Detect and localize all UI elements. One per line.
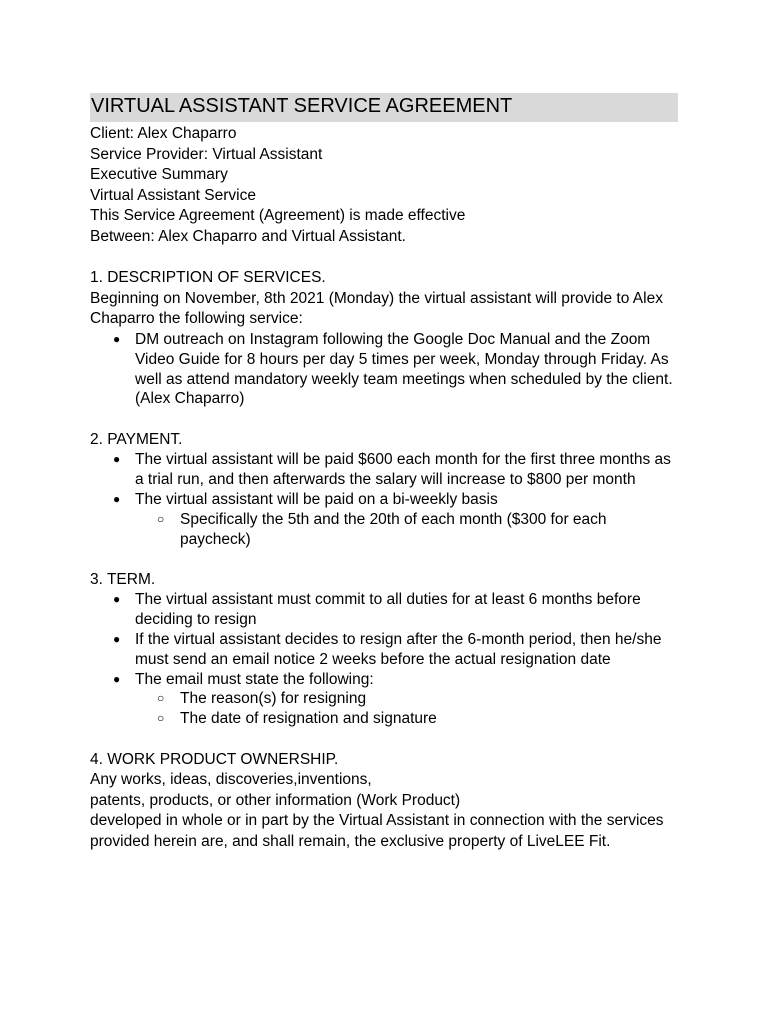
spacer: [90, 729, 678, 750]
section-4-line: Any works, ideas, discoveries,inventions,: [90, 771, 372, 789]
client-line: Client: Alex Chaparro: [90, 125, 237, 142]
section-2-heading: 2. PAYMENT.: [90, 430, 183, 448]
section-3-heading: 3. TERM.: [90, 570, 156, 588]
sub-bullet-icon: ○: [157, 711, 165, 726]
spacer: [90, 248, 678, 269]
list-item: [113, 330, 678, 409]
list-item-text: The virtual assistant will be paid $600 each month for the first three months as a trial run, and then afterwards the salary will increase to $800 per month: [135, 451, 671, 489]
sub-list-item-text: The date of resignation and signature: [180, 710, 437, 728]
between-line: Between: Alex Chaparro and Virtual Assistant.: [90, 227, 406, 245]
sub-bullet-icon: ○: [157, 511, 165, 526]
list-item: [113, 490, 678, 549]
bullet-icon: ●: [113, 592, 121, 607]
bullet-icon: ●: [113, 452, 121, 467]
list-item-text: The virtual assistant must commit to all duties for at least 6 months before deciding to resign: [135, 591, 641, 629]
section-3-list: [90, 590, 678, 729]
sub-list-item-text: Specifically the 5th and the 20th of each month ($300 for each paycheck): [180, 510, 607, 548]
provider-line: Service Provider: Virtual Assistant: [90, 145, 323, 163]
spacer: [90, 549, 678, 570]
effective-line: This Service Agreement (Agreement) is made effective: [90, 207, 466, 225]
section-2-sublist: [135, 510, 678, 550]
section-1-heading: 1. DESCRIPTION OF SERVICES.: [90, 269, 326, 287]
section-2-list: [90, 450, 678, 549]
sub-list-item: [157, 709, 678, 729]
list-item: [113, 670, 678, 729]
list-item-text: DM outreach on Instagram following the Google Doc Manual and the Zoom Video Guide for 8 hours per day 5 times per week, Monday through Friday. As well as attend mandatory weekly team meetings when scheduled by the client. (Alex Chaparro): [135, 330, 673, 408]
list-item: [113, 630, 678, 670]
service-line: Virtual Assistant Service: [90, 186, 256, 204]
section-3-sublist: [135, 689, 678, 729]
section-4-heading: 4. WORK PRODUCT OWNERSHIP.: [90, 750, 339, 768]
sub-list-item-text: The reason(s) for resigning: [180, 690, 367, 708]
section-1-list: [90, 330, 678, 409]
list-item-text: The email must state the following:: [135, 670, 374, 688]
sub-list-item: [157, 510, 678, 550]
document-title: VIRTUAL ASSISTANT SERVICE AGREEMENT: [90, 93, 678, 122]
list-item-text: If the virtual assistant decides to resign after the 6-month period, then he/she must send an email notice 2 weeks before the actual resignation date: [135, 631, 662, 668]
section-4-line: patents, products, or other information (Work Product): [90, 791, 461, 809]
section-4-line: provided herein are, and shall remain, the exclusive property of LiveLEE Fit.: [90, 833, 611, 851]
sub-list-item: [157, 689, 678, 709]
section-1-intro: Beginning on November, 8th 2021 (Monday) the virtual assistant will provide to Alex Chaparro the following service:: [90, 289, 663, 328]
list-item-text: The virtual assistant will be paid on a bi-weekly basis: [135, 490, 498, 508]
bullet-icon: ●: [113, 491, 121, 506]
bullet-icon: ●: [113, 632, 121, 647]
list-item: [113, 450, 678, 490]
section-4-line: developed in whole or in part by the Virtual Assistant in connection with the services: [90, 812, 664, 830]
list-item: [113, 590, 678, 630]
bullet-icon: ●: [113, 331, 121, 346]
sub-bullet-icon: ○: [157, 691, 165, 706]
spacer: [90, 409, 678, 430]
document-page: [90, 93, 678, 853]
bullet-icon: ●: [113, 671, 121, 686]
executive-summary-line: Executive Summary: [90, 166, 228, 184]
